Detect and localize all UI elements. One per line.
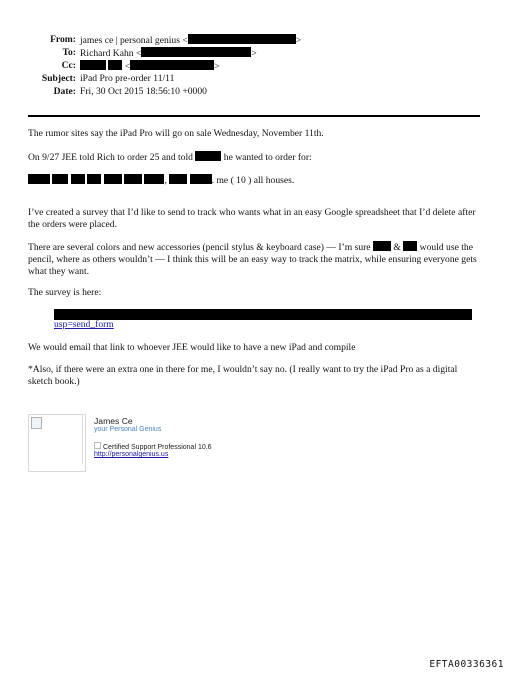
redaction-box [80, 60, 106, 70]
signature-tagline: your Personal Genius [94, 426, 162, 433]
body-paragraph-3: , . me ( 10 ) all houses. [28, 174, 480, 187]
bates-number: EFTA00336361 [429, 659, 504, 670]
redaction-box [144, 174, 164, 184]
cert-icon [94, 442, 101, 449]
header-divider [28, 115, 480, 117]
body-paragraph-6: The survey is here: [28, 287, 102, 298]
redaction-box [190, 174, 212, 184]
body-paragraph-7: We would email that link to whoever JEE would like to have a new iPad and compile [28, 342, 356, 353]
date-label: Date: [53, 86, 76, 97]
broken-image-icon [31, 417, 42, 429]
redaction-box [195, 151, 221, 161]
redaction-box [188, 34, 296, 44]
cc-label: Cc: [61, 60, 76, 71]
redaction-box [28, 174, 50, 184]
subject-value: iPad Pro pre-order 11/11 [80, 73, 175, 84]
redaction-box [403, 241, 417, 251]
redaction-box [373, 241, 391, 251]
to-value: Richard Kahn < [80, 48, 142, 59]
redaction-box [71, 174, 85, 184]
subject-label: Subject: [41, 73, 76, 84]
signature-divider [82, 414, 83, 464]
signature-cert-row: Certified Support Professional 10.6 [94, 442, 212, 451]
body-paragraph-5: There are several colors and new accessories (pencil stylus & keyboard case) — I’m sure & would use the pencil, where as others wouldn’t — I think this will be an easy way to track the matrix, while ensuring everyone gets what they want. [28, 242, 477, 277]
redaction-box [130, 60, 214, 70]
body-paragraph-1: The rumor sites say the iPad Pro will go on sale Wednesday, November 11th. [28, 128, 324, 139]
signature-url[interactable]: http://personalgenius.us [94, 451, 169, 458]
from-label: From: [50, 34, 76, 45]
redaction-box [104, 174, 122, 184]
redaction-box [124, 174, 142, 184]
redaction-box [169, 174, 187, 184]
survey-link[interactable]: usp=send_form [54, 319, 114, 330]
from-value: james ce | personal genius < [80, 35, 188, 46]
body-paragraph-8: *Also, if there were an extra one in there for me, I wouldn’t say no. (I really want to try the iPad Pro as a digital sketch book.) [28, 364, 458, 387]
redaction-box [87, 174, 101, 184]
redaction-box [108, 60, 122, 70]
date-value: Fri, 30 Oct 2015 18:56:10 +0000 [80, 86, 207, 97]
body-paragraph-4: I’ve created a survey that I’d like to send to track who wants what in an easy Google spreadsheet that I’d delete after the orders were placed. [28, 207, 476, 230]
to-label: To: [62, 47, 76, 58]
redaction-box [52, 174, 68, 184]
redaction-box [141, 47, 251, 57]
body-paragraph-2: On 9/27 JEE told Rich to order 25 and told he wanted to order for: [28, 152, 312, 163]
signature-image-placeholder [28, 414, 86, 472]
signature-name: James Ce [94, 416, 133, 426]
